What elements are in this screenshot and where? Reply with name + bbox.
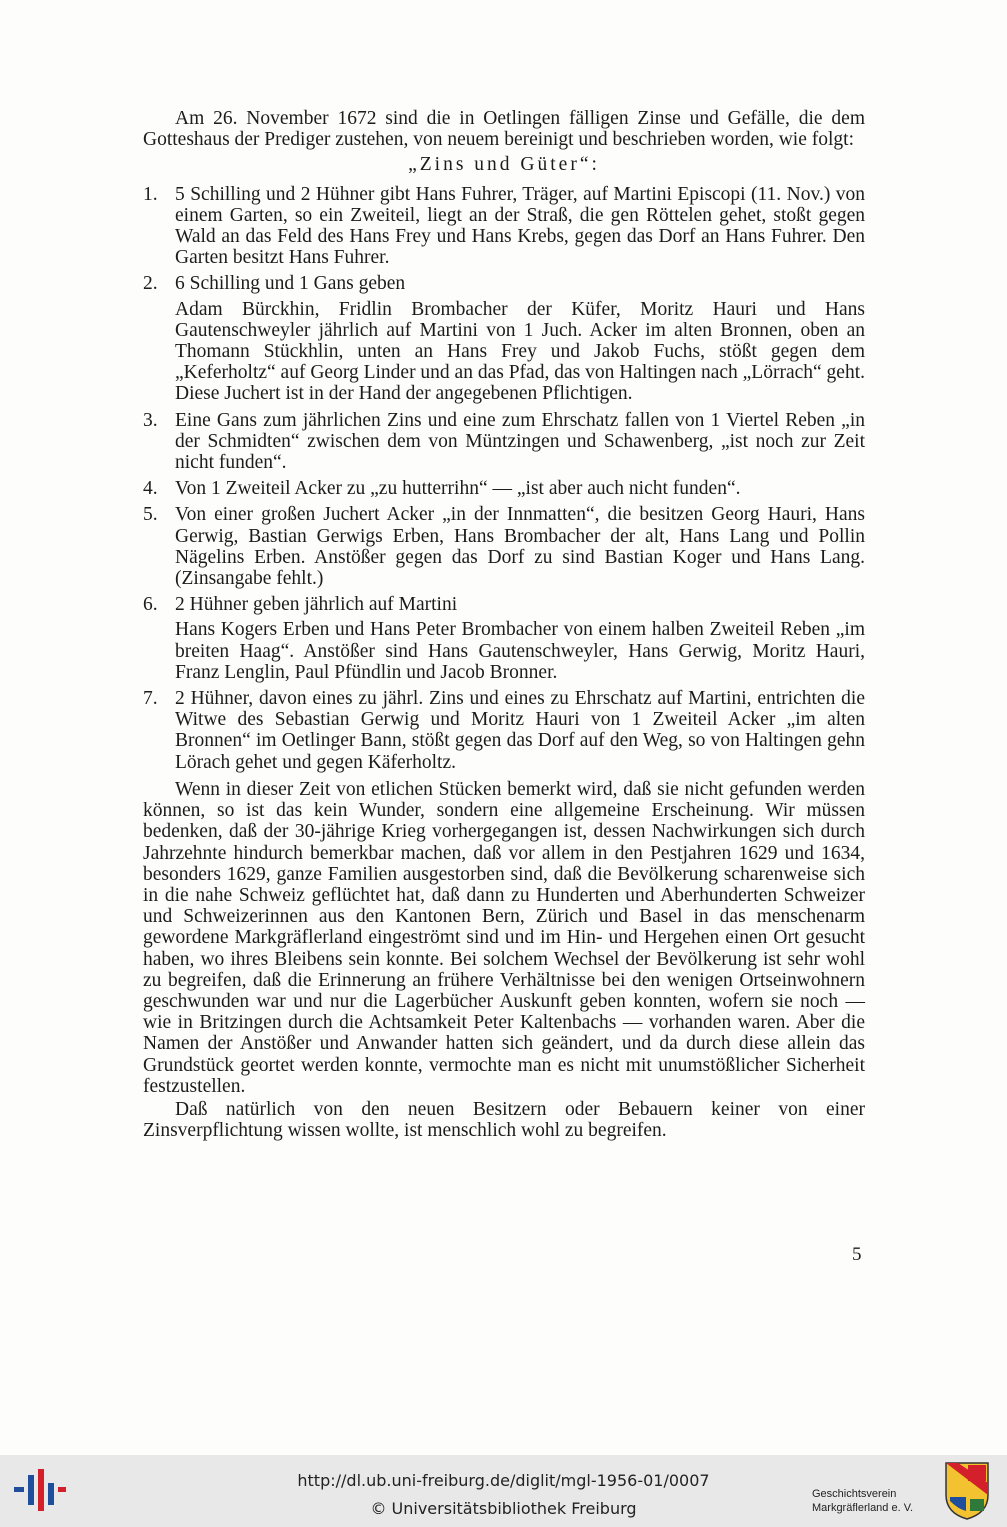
list-item (143, 184, 865, 269)
list-item (143, 504, 865, 589)
item-number: 4. (143, 478, 158, 500)
markgraeflerland-crest-icon[interactable] (944, 1461, 990, 1521)
body-paragraph: Daß natürlich von den neuen Besitzern oder Bebauern keiner von einer Zinsverpflichtung wissen wollte, ist menschlich wohl zu begreifen. (143, 1098, 865, 1142)
item-number: 3. (143, 409, 158, 431)
list-item (143, 478, 865, 499)
item-number: 6. (143, 594, 158, 616)
item-subtext: Hans Kogers Erben und Hans Peter Brombacher von einem halben Zweiteil Reben „im breiten Haag“. Anstößer sind Hans Gautenschweyler, Hans Gerwig, Moritz Hauri, Franz Lenglin, Paul Pfündlin und Jacob Bronner. (175, 619, 865, 683)
item-number: 7. (143, 688, 158, 710)
page-text (143, 108, 865, 1141)
item-text: 6 Schilling und 1 Gans geben (175, 273, 406, 295)
page-number: 5 (852, 1244, 862, 1265)
item-text: Von einer großen Juchert Acker „in der Innmatten“, die besitzen Georg Hauri, Hans Gerwig, Bastian Gerwigs Erben, Hans Brombacher der alt, Hans Lang und Pollin Nägelins Erben. Anstößer gegen das Dorf zu sind Bastian Koger und Hans Lang. (Zinsangabe fehlt.) (175, 504, 865, 590)
copyright-notice: © Universitätsbibliothek Freiburg (370, 1499, 637, 1518)
item-number: 5. (143, 504, 158, 526)
item-number: 1. (143, 183, 158, 205)
body-paragraph: Wenn in dieser Zeit von etlichen Stücken bemerkt wird, daß sie nicht gefunden werden können, so ist das kein Wunder, sondern eine allgemeine Erscheinung. Wir müssen bedenken, daß der 30-jährige Krieg vorhergegangen ist, dessen Nachwirkungen sich durch Jahrzehnte hindurch bemerkbar machen, daß vor allem in den Pestjahren 1629 und 1634, besonders 1629, ganze Familien ausgestorben sind, daß die Bevölkerung scharenweise sich in die nahe Schweiz geflüchtet hat, daß dann zu Hunderten und Aberhunderten Schweizer und Schweizerinnen aus den Kantonen Bern, Zürich und Basel in das menschenarm gewordene Markgräflerland eingeströmt sind und im Hin- und Hergehen einen Ort gesucht haben, wo ihres Bleibens sein konnte. Bei solchem Wechsel der Bevölkerung ist sehr wohl zu begreifen, daß die Erinnerung an frühere Verhältnisse bei den wenigen Ortseinwohnern geschwunden war und nur die Lagerbücher Auskunft geben konnten, wofern sie noch — wie in Britzingen durch die Achtsamkeit Peter Kaltenbachs — vorhanden waren. Aber die Namen der Anstößer und Anwander hatten sich geändert, und da durch diese allein das Grundstück geortet werden konnte, vermochte man es nicht mit unumstößlicher Sicherheit festzustellen. (143, 778, 865, 1097)
item-text: 2 Hühner, davon eines zu jährl. Zins und eines zu Ehrschatz auf Martini, entrichten die Witwe des Sebastian Gerwig und Moritz Hauri von 1 Zweiteil Acker „im alten Bronnen“ im Oetlinger Bann, stößt gegen das Dorf auf den Weg, so von Haltingen gehn Lörach gehet und gegen Käferholtz. (175, 688, 865, 773)
list-item (143, 688, 865, 773)
item-subtext: Adam Bürckhin, Fridlin Brombacher der Küfer, Moritz Hauri und Hans Gautenschweyler jährlich auf Martini von 1 Juch. Acker im alten Bronnen, oben an Thomann Stückhlin, unten an Hans Frey und Jakob Fuchs, stößt gegen dem „Keferholtz“ auf Georg Linder und an das Pfad, das von Haltingen nach „Lörrach“ geht. Diese Juchert ist in der Hand der angegebenen Pflichtigen. (175, 298, 865, 405)
item-text: Von 1 Zweiteil Acker zu „zu hutterrihn“ — „ist aber auch nicht funden“. (175, 478, 741, 500)
item-text: 2 Hühner geben jährlich auf Martini (175, 594, 458, 616)
item-text: Eine Gans zum jährlichen Zins und eine zum Ehrschatz fallen von 1 Viertel Reben „in der Schmidten“ zwischen dem von Müntzingen und Schawenberg, „ist noch zur Zeit nicht funden“. (175, 409, 865, 474)
list-item (143, 410, 865, 474)
society-line: Markgräflerland e. V. (812, 1502, 914, 1514)
item-number: 2. (143, 273, 158, 295)
society-line: Geschichtsverein (812, 1488, 897, 1500)
permalink-url[interactable]: http://dl.ub.uni-freiburg.de/diglit/mgl-1956-01/0007 (297, 1471, 710, 1490)
society-name (812, 1487, 913, 1515)
list-item (143, 273, 865, 404)
footer-bar (0, 1455, 1007, 1527)
intro-paragraph: Am 26. November 1672 sind die in Oetlingen fälligen Zinse und Gefälle, die dem Gotteshaus der Prediger zustehen, von neuem bereinigt und beschrieben worden, wie folgt: (143, 108, 865, 151)
item-text: 5 Schilling und 2 Hühner gibt Hans Fuhrer, Träger, auf Martini Episcopi (11. Nov.) von einem Garten, so ein Zweiteil, liegt an der Straß, die gen Röttelen gehet, stoßt gegen Wald an das Feld des Hans Frey und Hans Krebs, gegen das Dorf an Hans Fuhrer. Den Garten besitzt Hans Fuhrer. (175, 183, 865, 269)
list-item (143, 594, 865, 683)
section-heading: „Zins und Güter“: (408, 154, 600, 176)
